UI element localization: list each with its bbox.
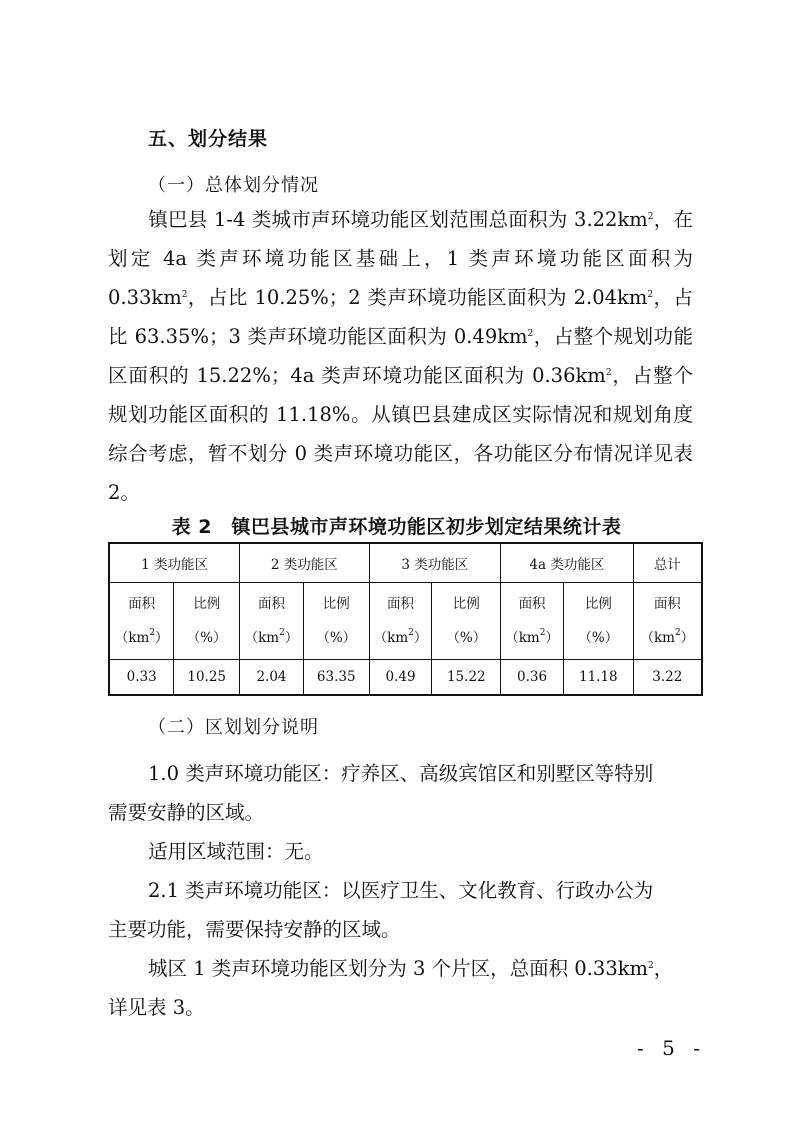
item-3-line-2: 详见表 3。 — [108, 996, 205, 1019]
table-subheader-area — [109, 583, 174, 660]
table-cell: 0.33 — [109, 660, 174, 696]
superscript: 2 — [605, 368, 612, 378]
paragraph-1 — [108, 200, 693, 512]
page-number: - 5 - — [637, 1036, 706, 1060]
table-group-header: 4a 类功能区 — [501, 543, 634, 583]
area-unit-open: （km — [640, 630, 675, 646]
table-group-header: 2 类功能区 — [240, 543, 370, 583]
superscript: 2 — [674, 628, 681, 638]
area-unit-close: ） — [284, 630, 299, 646]
superscript: 2 — [279, 628, 285, 638]
table-subheader-area — [633, 583, 702, 660]
superscript: 2 — [408, 628, 414, 638]
table-group-header: 总计 — [633, 543, 702, 583]
table-cell: 11.18 — [564, 660, 634, 696]
ratio-unit: （%） — [446, 630, 487, 646]
area-unit-close: ） — [680, 630, 695, 646]
area-unit-open: （km — [114, 630, 150, 646]
superscript: 2 — [527, 329, 534, 339]
table-group-header: 3 类功能区 — [369, 543, 501, 583]
area-unit-open: （km — [373, 630, 409, 646]
table-subheader-ratio — [432, 583, 501, 660]
table-cell: 3.22 — [633, 660, 702, 696]
area-label: 面积 — [128, 596, 156, 612]
item-2-line-2: 主要功能，需要保持安静的区域。 — [108, 918, 401, 941]
paragraph-1-text-c: ，占比 10.25%；2 类声环境功能区面积为 2.04km — [187, 286, 648, 309]
area-label: 面积 — [518, 596, 546, 612]
table-subheader-ratio — [303, 583, 369, 660]
item-1-line-2: 需要安静的区域。 — [108, 801, 265, 824]
ratio-unit: （%） — [186, 630, 227, 646]
scope-1: 适用区域范围：无。 — [148, 840, 324, 863]
paragraph-1-text-e: ，占整个规划功能区面积的 15.22%；4a 类声环境功能区面积为 0.36km — [108, 325, 693, 387]
superscript: 2 — [647, 212, 654, 222]
table-cell: 10.25 — [174, 660, 240, 696]
item-2-line-1: 2.1 类声环境功能区：以医疗卫生、文化教育、行政办公为 — [148, 879, 654, 902]
table-subheader-ratio — [174, 583, 240, 660]
superscript: 2 — [648, 961, 654, 971]
area-unit — [115, 630, 169, 646]
item-3-text-b: ， — [653, 957, 674, 980]
item-3-line-1 — [148, 953, 673, 981]
superscript: 2 — [181, 290, 188, 300]
paragraph-1-text-d: ，占比 63.35%；3 类声环境功能区面积为 0.49km — [108, 286, 693, 348]
item-3-text-a: 城区 1 类声环境功能区划分为 3 个片区，总面积 0.33km — [148, 957, 649, 980]
area-unit-open: （km — [505, 630, 540, 646]
ratio-label: 比例 — [322, 596, 350, 612]
area-unit — [245, 630, 299, 646]
area-unit — [640, 630, 694, 646]
table-subheader-area — [240, 583, 304, 660]
ratio-unit: （%） — [316, 630, 357, 646]
paragraph-1-text-f: ，占整个规划功能区面积的 11.18%。从镇巴县建成区实际情况和规划角度综合考虑，暂不划分 0 类声环境功能区，各功能区分布情况详见表 2。 — [108, 364, 693, 504]
table-subheader-area — [369, 583, 432, 660]
table-caption: 表 2 镇巴县城市声环境功能区初步划定结果统计表 — [171, 516, 622, 538]
table-cell: 63.35 — [303, 660, 369, 696]
subsection-title-1: （一）总体划分情况 — [148, 175, 319, 196]
ratio-unit: （%） — [578, 630, 619, 646]
superscript: 2 — [539, 628, 546, 638]
area-unit-close: ） — [155, 630, 169, 646]
area-label: 面积 — [653, 596, 681, 612]
area-unit-close: ） — [413, 630, 428, 646]
table-cell: 0.49 — [369, 660, 432, 696]
table-cell: 2.04 — [240, 660, 304, 696]
ratio-label: 比例 — [452, 596, 480, 612]
area-unit — [374, 630, 428, 646]
ratio-label: 比例 — [584, 596, 612, 612]
section-title: 五、划分结果 — [148, 128, 269, 150]
area-unit-open: （km — [244, 630, 280, 646]
area-unit — [505, 630, 559, 646]
superscript: 2 — [647, 290, 654, 300]
ratio-label: 比例 — [193, 596, 221, 612]
paragraph-1-text-b: ，在划定 4a 类声环境功能区基础上，1 类声环境功能区面积为 0.33km — [108, 208, 693, 309]
subsection-title-2: （二）区划划分说明 — [148, 717, 319, 738]
area-label: 面积 — [387, 596, 415, 612]
area-unit-close: ） — [545, 630, 559, 646]
table-group-header: 1 类功能区 — [109, 543, 240, 583]
superscript: 2 — [149, 628, 156, 638]
table-subheader-ratio — [564, 583, 634, 660]
area-label: 面积 — [257, 596, 285, 612]
paragraph-1-text-a: 镇巴县 1-4 类城市声环境功能区划范围总面积为 3.22km — [148, 208, 648, 231]
results-table — [108, 542, 703, 696]
item-1-line-1: 1.0 类声环境功能区：疗养区、高级宾馆区和别墅区等特别 — [148, 762, 654, 785]
table-subheader-area — [501, 583, 564, 660]
table-cell: 0.36 — [501, 660, 564, 696]
table-cell: 15.22 — [432, 660, 501, 696]
